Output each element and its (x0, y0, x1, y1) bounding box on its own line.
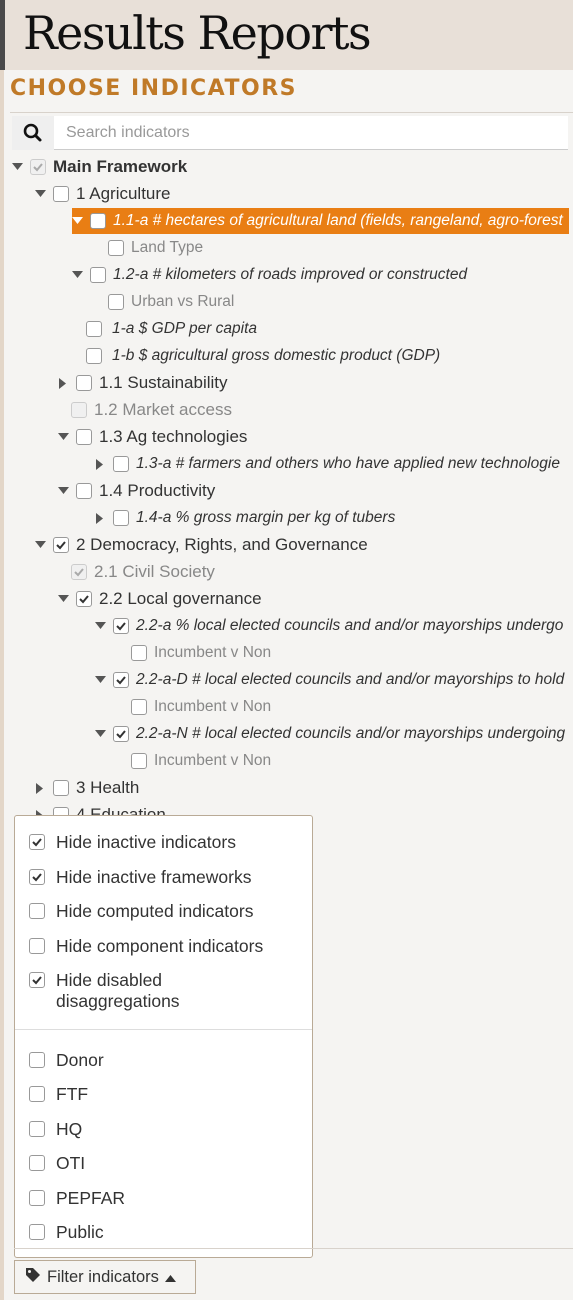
tree-row-1-2 (71, 397, 232, 423)
tree-row-1-3[interactable] (56, 424, 247, 450)
caret-right-icon[interactable] (93, 457, 107, 471)
divider (14, 1248, 573, 1249)
tree-label: 1.4 Productivity (99, 481, 216, 500)
checkbox[interactable] (76, 591, 92, 607)
caret-right-icon[interactable] (56, 376, 70, 390)
filter-popup (14, 815, 313, 1258)
filter-label: Donor (56, 1050, 104, 1070)
tree-label: 1.2 Market access (94, 400, 232, 419)
tree-row-disaggregation[interactable] (108, 235, 203, 261)
tree-label: 1.2-a # kilometers of roads improved or constructed (113, 266, 468, 283)
filter-label: OTI (56, 1153, 86, 1173)
caret-down-icon[interactable] (56, 484, 70, 498)
filter-label: Hide inactive frameworks (56, 867, 252, 887)
checkbox[interactable] (86, 348, 102, 364)
checkbox (30, 159, 46, 175)
checkbox[interactable] (53, 780, 69, 796)
filter-label: Hide disabled disaggregations (56, 970, 180, 1011)
filter-indicators-button[interactable] (14, 1260, 196, 1294)
checkbox[interactable] (76, 483, 92, 499)
tree-row-agriculture[interactable] (33, 181, 171, 207)
checkbox[interactable] (29, 869, 45, 885)
tree-label: Main Framework (53, 157, 188, 176)
tree-label: 2.1 Civil Society (94, 562, 215, 581)
tree-label: 1.1 Sustainability (99, 373, 228, 392)
checkbox[interactable] (53, 537, 69, 553)
filter-label: Hide inactive indicators (56, 832, 236, 852)
filter-tag-public[interactable] (29, 1222, 104, 1243)
filter-option-hide-component-indicators[interactable] (29, 936, 263, 957)
tree-row-2-2-a-n[interactable] (93, 721, 568, 747)
checkbox[interactable] (131, 753, 147, 769)
filter-label: Hide computed indicators (56, 901, 254, 921)
divider (15, 1029, 312, 1030)
divider (10, 112, 573, 113)
caret-up-icon (165, 1268, 176, 1287)
caret-down-icon[interactable] (93, 673, 107, 687)
tree-row-1-1-a[interactable] (70, 208, 565, 234)
tree-label: 1-b $ agricultural gross domestic product (GDP) (112, 347, 441, 364)
checkbox[interactable] (113, 726, 129, 742)
caret-down-icon[interactable] (10, 160, 24, 174)
checkbox[interactable] (108, 294, 124, 310)
checkbox[interactable] (113, 672, 129, 688)
tree-row-2-2[interactable] (56, 586, 262, 612)
checkbox[interactable] (29, 1086, 45, 1102)
caret-down-icon[interactable] (56, 430, 70, 444)
checkbox[interactable] (90, 267, 106, 283)
checkbox[interactable] (29, 1121, 45, 1137)
tree-label: 2 Democracy, Rights, and Governance (76, 535, 368, 554)
checkbox[interactable] (29, 903, 45, 919)
tree-label: 3 Health (76, 778, 140, 797)
tree-label: Incumbent v Non (154, 752, 272, 769)
tree-label: Incumbent v Non (154, 698, 272, 715)
tree-label: 2.2 Local governance (99, 589, 262, 608)
checkbox[interactable] (29, 1224, 45, 1240)
tree-label: 1.4-a % gross margin per kg of tubers (136, 509, 396, 526)
checkbox[interactable] (90, 213, 106, 229)
checkbox[interactable] (29, 1052, 45, 1068)
tree-row-main-framework[interactable] (10, 154, 187, 180)
tree-row-disaggregation[interactable] (131, 640, 271, 666)
filter-label: PEPFAR (56, 1188, 126, 1208)
tree-row-2-2-a[interactable] (93, 613, 568, 639)
tree-label: 2.2-a-N # local elected councils and/or mayorships undergoing (136, 725, 566, 742)
tree-label: 1-a $ GDP per capita (112, 320, 258, 337)
search-bar (12, 116, 568, 150)
checkbox[interactable] (131, 645, 147, 661)
tree-label: 2.2-a-D # local elected councils and and/or mayorships to hold (136, 671, 565, 688)
checkbox[interactable] (86, 321, 102, 337)
tag-icon (25, 1267, 41, 1287)
tree-row-1-3-a[interactable] (93, 451, 568, 477)
checkbox[interactable] (113, 510, 129, 526)
tree-label: Land Type (131, 239, 204, 256)
checkbox (71, 564, 87, 580)
filter-option-hide-inactive-frameworks[interactable] (29, 867, 251, 888)
checkbox[interactable] (131, 699, 147, 715)
tree-label: 2.2-a % local elected councils and and/or mayorships undergo (136, 617, 564, 634)
checkbox[interactable] (29, 972, 45, 988)
checkbox[interactable] (108, 240, 124, 256)
filter-tag-oti[interactable] (29, 1153, 85, 1174)
filter-button-label: Filter indicators (47, 1267, 159, 1286)
tree-row-1-a[interactable] (86, 316, 257, 342)
filter-tag-donor[interactable] (29, 1050, 104, 1071)
caret-down-icon[interactable] (93, 727, 107, 741)
tree-label: 1.1-a # hectares of agricultural land (fields, rangeland, agro-forest (113, 212, 563, 229)
tree-row-democracy[interactable] (33, 532, 368, 558)
tree-row-2-1 (71, 559, 215, 585)
caret-right-icon[interactable] (93, 511, 107, 525)
tree-label: Incumbent v Non (154, 644, 272, 661)
checkbox[interactable] (113, 456, 129, 472)
tree-row-1-b[interactable] (86, 343, 440, 369)
tree-label: 1 Agriculture (76, 184, 171, 203)
tree-row-2-2-a-d[interactable] (93, 667, 568, 693)
tree-label: Urban vs Rural (131, 293, 235, 310)
filter-tag-pepfar[interactable] (29, 1188, 125, 1209)
caret-down-icon[interactable] (33, 538, 47, 552)
checkbox[interactable] (113, 618, 129, 634)
checkbox[interactable] (29, 834, 45, 850)
checkbox[interactable] (29, 1190, 45, 1206)
search-icon[interactable] (12, 116, 54, 150)
panel-title: CHOOSE INDICATORS (10, 76, 297, 101)
caret-down-icon[interactable] (56, 592, 70, 606)
caret-down-icon[interactable] (93, 619, 107, 633)
checkbox[interactable] (53, 186, 69, 202)
filter-option-hide-inactive-indicators[interactable] (29, 832, 236, 853)
tree-row-disaggregation[interactable] (108, 289, 234, 315)
filter-option-hide-computed-indicators[interactable] (29, 901, 253, 922)
tree-row-disaggregation[interactable] (131, 748, 271, 774)
tree-row-1-4-a[interactable] (93, 505, 395, 531)
tree-row-1-1[interactable] (56, 370, 228, 396)
checkbox[interactable] (76, 375, 92, 391)
filter-label: Hide component indicators (56, 936, 264, 956)
filter-tag-ftf[interactable] (29, 1084, 88, 1105)
tree-row-disaggregation[interactable] (131, 694, 271, 720)
filter-label: HQ (56, 1119, 83, 1139)
checkbox (71, 402, 87, 418)
caret-down-icon[interactable] (70, 214, 84, 228)
tree-label: 1.3-a # farmers and others who have applied new technologie (136, 455, 560, 472)
tree-row-1-4[interactable] (56, 478, 215, 504)
app-title: Results Reports (23, 6, 371, 60)
checkbox[interactable] (76, 429, 92, 445)
checkbox[interactable] (29, 938, 45, 954)
search-input[interactable] (60, 116, 560, 150)
tree-label: 1.3 Ag technologies (99, 427, 248, 446)
caret-right-icon[interactable] (33, 781, 47, 795)
tree-row-1-2-a[interactable] (70, 262, 467, 288)
app-header (0, 0, 573, 70)
caret-down-icon[interactable] (70, 268, 84, 282)
caret-down-icon[interactable] (33, 187, 47, 201)
filter-tag-hq[interactable] (29, 1119, 82, 1140)
filter-option-hide-disabled-disaggregations[interactable] (29, 970, 226, 1012)
tree-row-health[interactable] (33, 775, 139, 801)
filter-label: Public (56, 1222, 104, 1242)
filter-label: FTF (56, 1084, 89, 1104)
checkbox[interactable] (29, 1155, 45, 1171)
